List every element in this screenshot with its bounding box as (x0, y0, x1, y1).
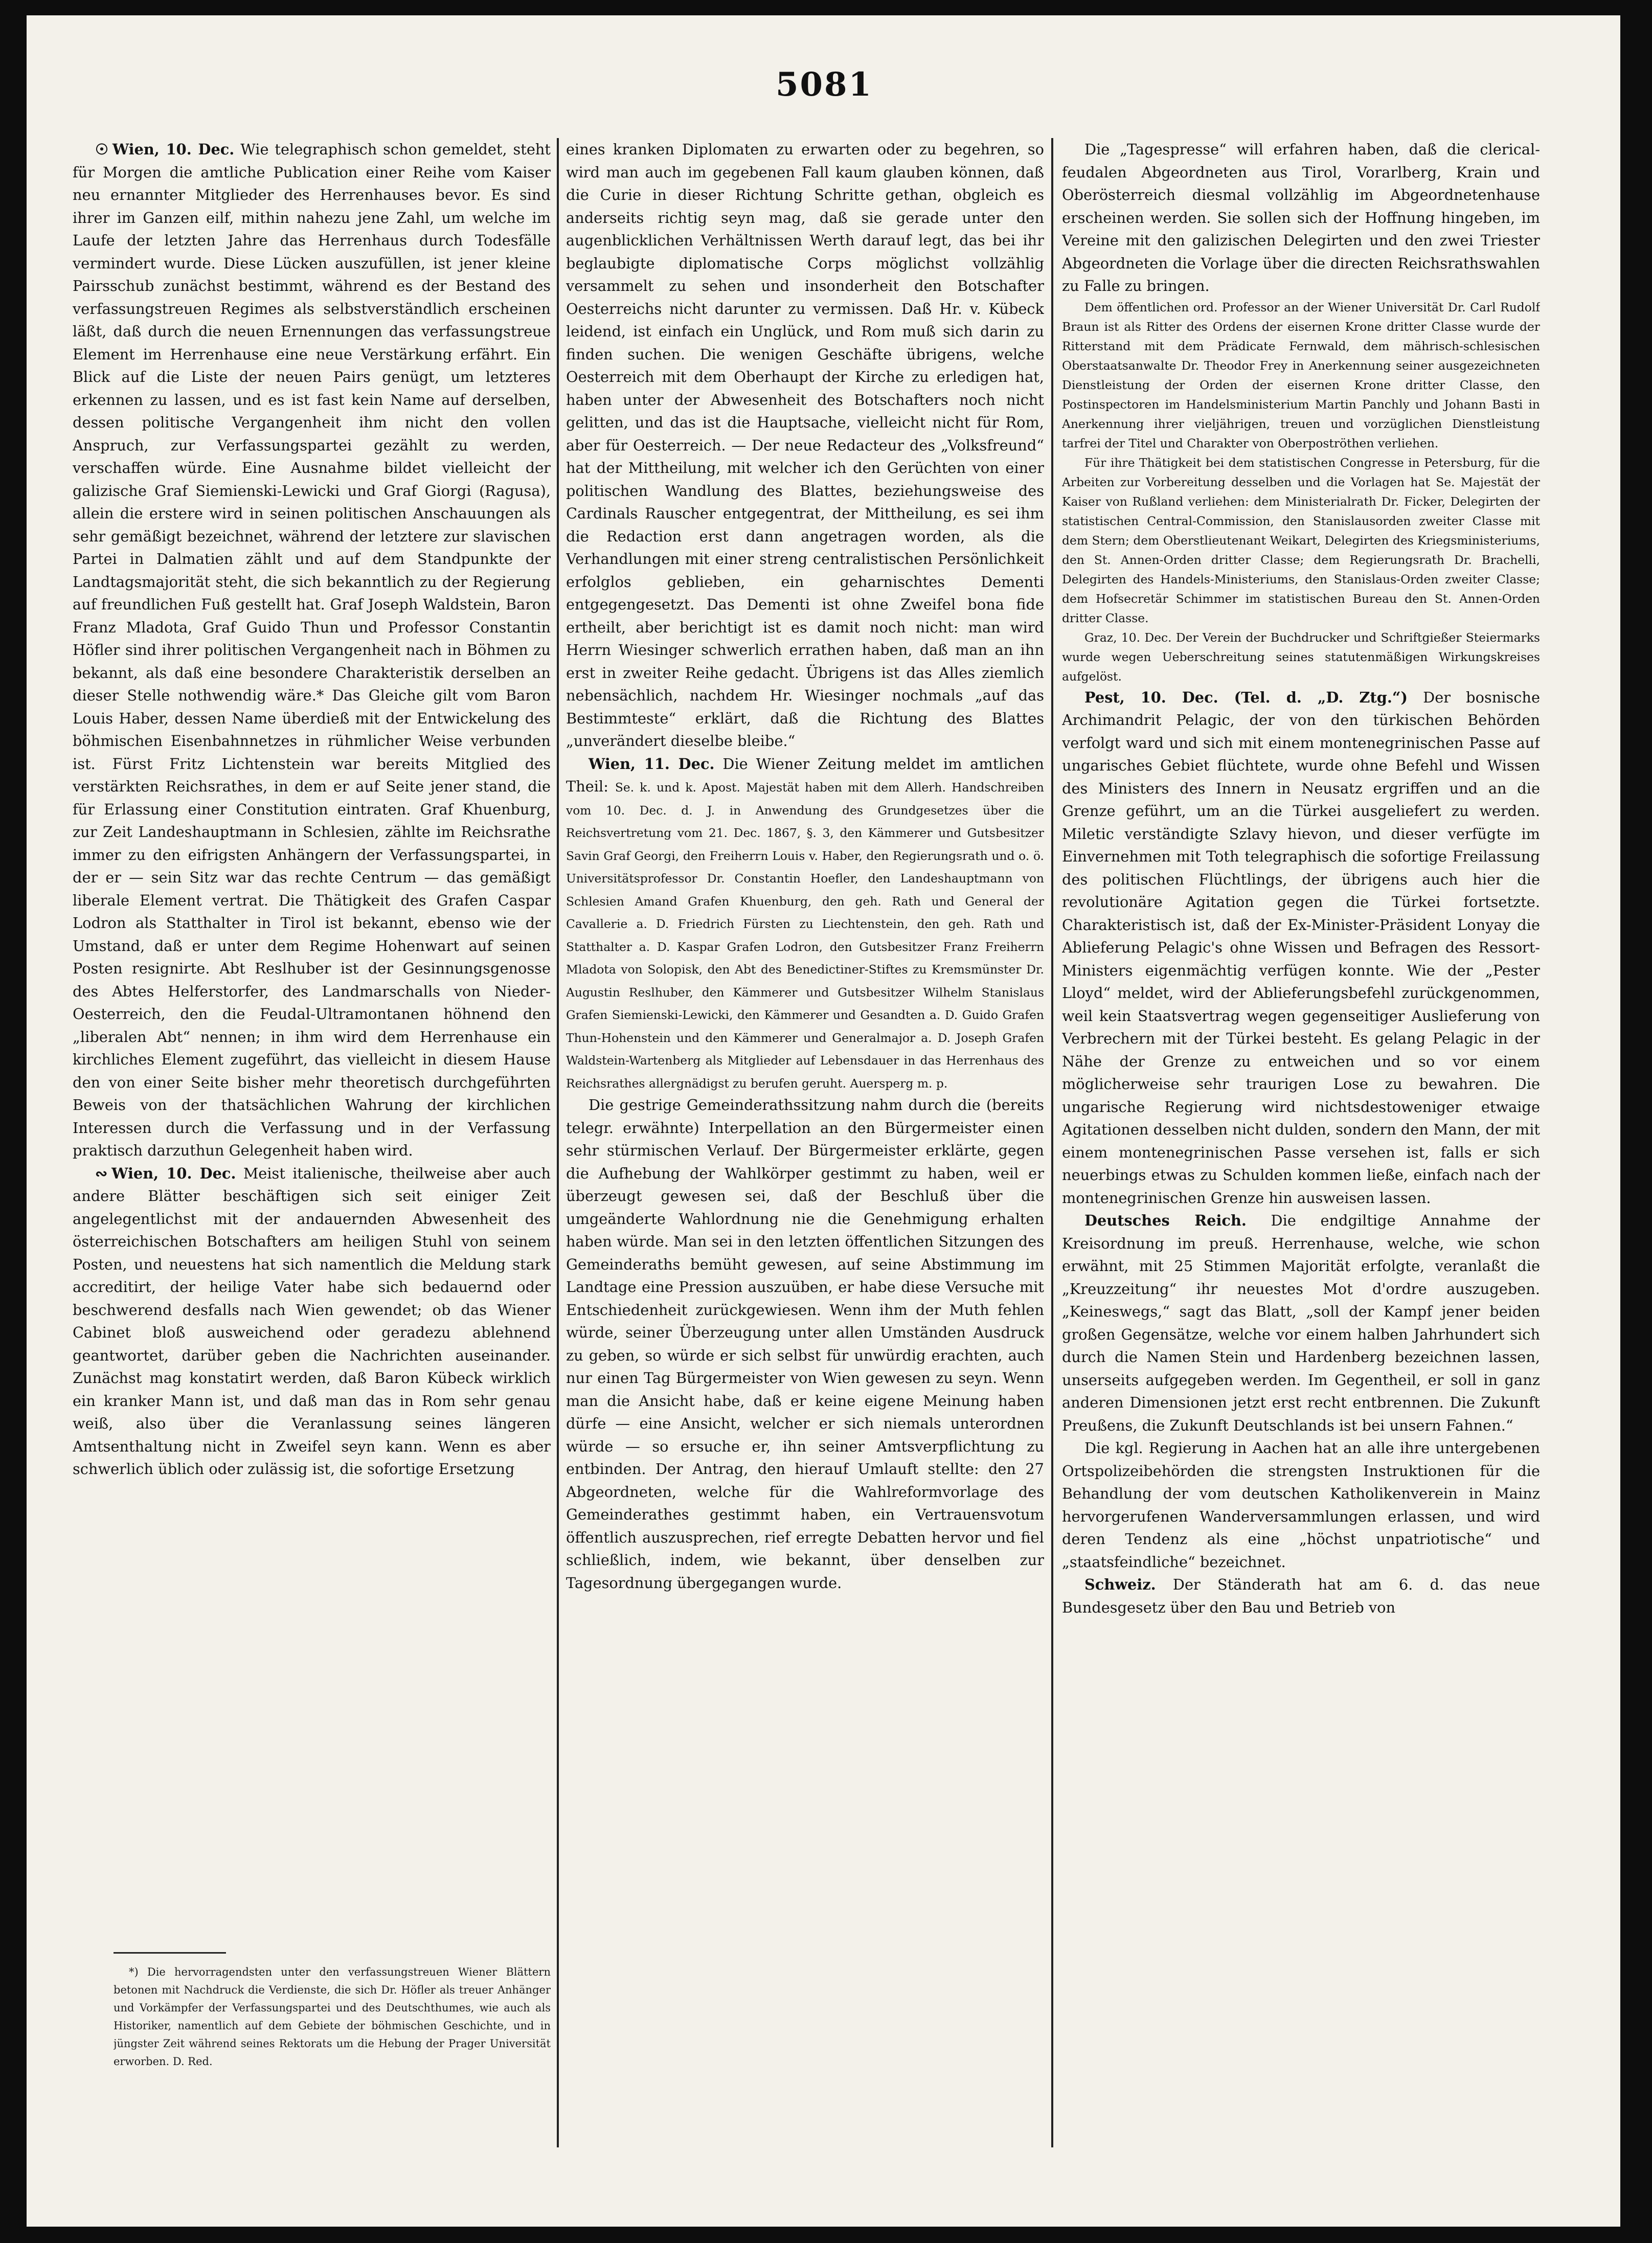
article-tagespresse (1062, 138, 1540, 298)
article-text: Die Wiener Zeitung meldet im amtlichen Theil: (566, 755, 1044, 795)
article-wien-botschafter (73, 1162, 551, 1481)
article-aachen (1062, 1437, 1540, 1573)
article-text: Die „Tagespresse“ will erfahren haben, daß die clerical-feudalen Abgeordneten aus Tirol, Vorarlberg, Krain und Oberösterreich diesmal vollzählig im Abgeordnetenhause erscheinen werden. Sie sollen sich der Hoffnung hingeben, im Vereine mit den galizischen Delegirten und den zwei Triester Abgeordneten die Vorlage über die directen Reichsrathswahlen zu Falle zu bringen. (1062, 141, 1540, 294)
article-wien-herrenhaus (73, 138, 551, 1162)
notice-graz: Graz, 10. Dec. Der Verein der Buchdrucker und Schriftgießer Steiermarks wurde wegen Ueberschreitung seines statutenmäßigen Wirkungskreises aufgelöst. (1062, 630, 1540, 684)
column-rule-left (557, 138, 559, 2147)
article-gemeinderath (566, 1094, 1044, 1594)
article-text: Der bosnische Archimandrit Pelagic, der von den türkischen Behörden verfolgt ward und sich mit einem montenegrinischen Passe auf ungarisches Gebiet flüchtete, wurde ohne Befehl und Wissen des Ministers des Innern in Neusatz ergriffen und an die Grenze geführt, um an die Türkei ausgeliefert zu werden. Miletic verständigte Szlavy hievon, und dieser verfügte im Einvernehmen mit Toth telegraphisch die sofortige Freilassung des politischen Flüchtlings, der übrigens auch hier die revolutionäre Agitation gegen die Türkei fortsetzte. Charakteristisch ist, daß der Ex-Minister-Präsident Lonyay die Ablieferung Pelagic's ohne Wissen und Befragen des Ressort-Ministers eigenmächtig verfügen konnte. Wie der „Pester Lloyd“ meldet, wird der Ablieferungsbefehl zurückgenommen, weil kein Staatsvertrag wegen gegenseitiger Auslieferung von Verbrechern mit der Türkei besteht. Es gelang Pelagic in der Nähe der Grenze zu entweichen und so vor einem möglicherweise sehr traurigen Lose zu bewahren. Die ungarische Regierung wird nichtsdestoweniger etwaige Agitationen desselben nicht dulden, sondern den Mann, der mit einem montenegrinischen Passe versehen ist, falls er sich neuerbings etwas zu Schulden kommen ließe, einfach nach der montenegrinischen Grenze hin ausweisen lassen. (1062, 688, 1540, 1207)
wave-icon: ∾ (95, 1164, 108, 1182)
dateline: Wien, 11. Dec. (589, 755, 715, 773)
article-pest (1062, 686, 1540, 1210)
notice-petersburg: Für ihre Thätigkeit bei dem statistischen Congresse in Petersburg, für die Arbeiten zur Vorbereitung desselben und die Vorlagen hat Se. Majestät der Kaiser von Rußland verliehen: dem Ministerialrath Dr. Ficker, Delegirten der statistischen Central-Commission, den Stanislausorden zweiter Classe mit dem Stern; dem Oberstlieutenant Weikart, Delegirten des Kriegsministeriums, den St. Annen-Orden dritter Classe; dem Regierungsrath Dr. Brachelli, Delegirten des Handels-Ministeriums, den Stanislaus-Orden zweiter Classe; dem Hofsecretär Schimmer im statistischen Bureau den St. Annen-Orden dritter Classe. (1062, 455, 1540, 625)
column-2 (566, 138, 1044, 2142)
circle-dot-icon: ☉ (95, 141, 108, 158)
section-heading: Schweiz. (1084, 1576, 1156, 1593)
article-deutsches-reich (1062, 1209, 1540, 1437)
article-schweiz (1062, 1573, 1540, 1619)
article-text: Die gestrige Gemeinderathssitzung nahm durch die (bereits telegr. erwähnte) Interpellation an den Bürgermeister einen sehr stürmischen Verlauf. Der Bürgermeister erklärte, gegen die Aufhebung der Wahlkörper gestimmt zu haben, weil er überzeugt gewesen sei, daß der Beschluß über die umgeänderte Wahlordnung nie die Genehmigung erhalten haben würde. Man sei in den letzten öffentlichen Sitzungen des Gemeinderaths bemüht gewesen, auf seine Abstimmung im Landtage eine Pression auszuüben, er habe diese Versuche mit Entschiedenheit zurückgewiesen. Wenn ihm der Muth fehlen würde, seiner Überzeugung unter allen Umständen Ausdruck zu geben, so würde er sich selbst für unwürdig erachten, auch nur einen Tag Bürgermeister von Wien gewesen zu seyn. Wenn man die Ansicht habe, daß er keine eigene Meinung haben dürfe — eine Ansicht, welcher er sich niemals unterordnen würde — so ersuche er, ihn seiner Amtsverpflichtung zu entbinden. Der Antrag, den hierauf Umlauft stellte: den 27 Abgeordneten, welche für die Wahlreformvorlage des Gemeinderathes gestimmt haben, ein Vertrauensvotum öffentlich auszusprechen, rief erregte Debatten hervor und fiel schließlich, indem, wie bekannt, über denselben zur Tagesordnung übergegangen wurde. (566, 1096, 1044, 1592)
article-text: Wie telegraphisch schon gemeldet, steht für Morgen die amtliche Publication einer Reihe vom Kaiser neu ernannter Mitglieder des Herrenhauses bevor. Es sind ihrer im Ganzen eilf, mithin nahezu jene Zahl, um welche im Laufe der letzten Jahre das Herrenhaus durch Todesfälle vermindert wurde. Diese Lücken auszufüllen, ist jener kleine Pairsschub zunächst bestimmt, während es der Bestand des verfassungstreuen Regimes als selbstverständlich erscheinen läßt, daß durch die neuen Ernennungen das verfassungstreue Element im Herrenhause eine neue Verstärkung erfährt. Ein Blick auf die Liste der neuen Pairs genügt, um letzteres erkennen zu lassen, und es ist fast kein Name auf derselben, dessen politische Vergangenheit ihm nicht den vollen Anspruch, zur Verfassungspartei gezählt zu werden, verschaffen würde. Eine Ausnahme bildet vielleicht der galizische Graf Siemienski-Lewicki und Graf Giorgi (Ragusa), allein die erstere wird in seinen politischen Anschauungen als sehr gemäßigt bezeichnet, während der letztere zur slavischen Partei in Dalmatien zählt und auf dem Standpunkte der Landtagsmajorität steht, die sich bekanntlich zu der Regierung auf freundlichen Fuß gestellt hat. Graf Joseph Waldstein, Baron Franz Mladota, Graf Guido Thun und Professor Constantin Höfler sind ihrer politischen Vergangenheit nach in Böhmen zu bekannt, als daß eine besondere Charakteristik derselben an dieser Stelle nothwendig wäre.* Das Gleiche gilt vom Baron Louis Haber, dessen Name überdieß mit der Entwickelung des böhmischen Eisenbahnnetzes in rühmlicher Weise verbunden ist. Fürst Fritz Lichtenstein war bereits Mitglied des verstärkten Reichsrathes, in dem er auf Seite jener stand, die für Erlassung einer Constitution eintraten. Graf Khuenburg, zur Zeit Landeshauptmann in Schlesien, zählte im Reichsrathe immer zu den eifrigsten Anhängern der Verfassungspartei, in der er — sein Sitz war das rechte Centrum — das gemäßigt liberale Element vertrat. Die Thätigkeit des Grafen Caspar Lodron als Statthalter in Tirol ist bekannt, ebenso wie der Umstand, daß er unter dem Regime Hohenwart auf seinen Posten resignirte. Abt Reslhuber ist der Gesinnungsgenosse des Abtes Helferstorfer, des Landmarschalls von Nieder-Oesterreich, den die Feudal-Ultramontanen höhnend den „liberalen Abt“ nennen; in ihm wird dem Herrenhause ein kirchliches Element zugeführt, das vielleicht in diesem Hause den von einer Seite bisher mehr theoretisch durchgeführten Beweis von der thatsächlichen Wahrung der kirchlichen Interessen durch die Verfassung und in der Verfassung praktisch darzuthun Gelegenheit haben wird. (73, 141, 551, 1159)
notice-braun: Dem öffentlichen ord. Professor an der Wiener Universität Dr. Carl Rudolf Braun ist als Ritter des Ordens der eisernen Krone dritter Classe wurde der Ritterstand mit dem Prädicate Fernwald, dem mährisch-schlesischen Oberstaatsanwalte Dr. Theodor Frey in Anerkennung seiner ausgezeichneten Dienstleistung der Orden der eisernen Krone dritter Classe, den Postinspectoren im Handelsministerium Martin Panchly und Johann Basti in Anerkennung ihrer vieljährigen, treuen und vorzüglichen Dienstleistung tarfrei der Titel und Charakter von Oberpoströthen verliehen. (1062, 300, 1540, 450)
dateline: Pest, 10. Dec. (Tel. d. „D. Ztg.“) (1084, 688, 1408, 706)
column-3 (1062, 138, 1540, 2142)
article-text: Meist italienische, theilweise aber auch andere Blätter beschäftigen sich seit einiger Zeit angelegentlichst mit der andauernden Abwesenheit des österreichischen Botschafters am heiligen Stuhl von seinem Posten, und neuestens hat sich namentlich die Meldung stark accreditirt, der heilige Vater habe sich bedauernd oder beschwerend desfalls nach Wien gewendet; ob das Wiener Cabinet bloß ausweichend oder geradezu ablehnend geantwortet, darüber geben die Nachrichten auseinander. Zunächst mag konstatirt werden, daß Baron Kübeck wirklich ein kranker Mann ist, und daß man das in Rom sehr genau weiß, also über die Veranlassung seines längeren Amtsenthaltung nicht in Zweifel seyn kann. Wenn es aber schwerlich üblich oder zulässig ist, die sofortige Ersetzung (73, 1164, 551, 1478)
article-text: eines kranken Diplomaten zu erwarten oder zu begehren, so wird man auch im gegebenen Fall kaum glauben können, daß die Curie in dieser Richtung Schritte gethan, obgleich es anderseits richtig seyn mag, daß sie gerade unter den augenblicklichen Verhältnissen Werth darauf legt, das bei ihr beglaubigte diplomatische Corps möglichst vollzählig versammelt zu sehen und insonderheit den Botschafter Oesterreichs nicht darunter zu vermissen. Daß Hr. v. Kübeck leidend, ist einfach ein Unglück, und Rom muß sich darin zu finden suchen. Die wenigen Geschäfte übrigens, welche Oesterreich mit dem Oberhaupt der Kirche zu erledigen hat, haben unter der Abwesenheit des Botschafters noch nicht gelitten, und das ist die Hauptsache, vielleicht nicht für Rom, aber für Oesterreich. — Der neue Redacteur des „Volksfreund“ hat der Mittheilung, mit welcher ich den Gerüchten von einer politischen Wandlung des Blattes, beziehungsweise des Cardinals Rauscher entgegentrat, der Mittheilung, es sei ihm die Redaction erst dann angetragen worden, als die Verhandlungen mit einer streng centralistischen Persönlichkeit erfolglos geblieben, ein geharnischtes Dementi entgegengesetzt. Das Dementi ist ohne Zweifel bona fide ertheilt, aber berichtigt ist es damit noch nicht: man wird Herrn Wiesinger schwerlich errathen haben, daß man an ihn erst in zweiter Reihe gedacht. Übrigens ist das Alles ziemlich nebensächlich, nachdem Hr. Wiesinger nochmals „auf das Bestimmteste“ erklärt, daß die Richtung des Blattes „unverändert dieselbe bleibe.“ (566, 141, 1044, 750)
section-heading: Deutsches Reich. (1084, 1212, 1247, 1229)
page-number: 5081 (775, 65, 873, 104)
footnote-rule (114, 1952, 226, 1954)
article-text: Der Ständerath hat am 6. d. das neue Bundesgesetz über den Bau und Betrieb von (1062, 1576, 1540, 1616)
footnote-text: *) Die hervorragendsten unter den verfassungstreuen Wiener Blättern betonen mit Nachdruck die Verdienste, die sich Dr. Höfler als treuer Anhänger und Vorkämpfer der Verfassungspartei und des Deutschthumes, wie auch als Historiker, namentlich auf dem Gebiete der böhmischen Geschichte, und in jüngster Zeit während seines Rektorats um die Hebung der Prager Universität erworben. D. Red. (114, 1966, 551, 2068)
dateline: Wien, 10. Dec. (111, 1164, 236, 1182)
dateline: Wien, 10. Dec. (112, 141, 235, 158)
official-notice: Se. k. und k. Apost. Majestät haben mit dem Allerh. Handschreiben vom 10. Dec. d. J. in Anwendung des Grundgesetzes über die Reichsvertretung vom 21. Dec. 1867, §. 3, den Kämmerer und Gutsbesitzer Savin Graf Georgi, den Freiherrn Louis v. Haber, den Regierungsrath und o. ö. Universitätsprofessor Dr. Constantin Hoefler, den Landeshauptmann von Schlesien Amand Grafen Khuenburg, den geh. Rath und General der Cavallerie a. D. Friedrich Fürsten zu Liechtenstein, den geh. Rath und Statthalter a. D. Kaspar Grafen Lodron, den Gutsbesitzer Franz Freiherrn Mladota von Solopisk, den Abt des Benedictiner-Stiftes zu Kremsmünster Dr. Augustin Reslhuber, den Kämmerer und Gutsbesitzer Wilhelm Stanislaus Grafen Siemienski-Lewicki, den Kämmerer und Gesandten a. D. Guido Grafen Thun-Hohenstein und den Kämmerer und Generalmajor a. D. Joseph Grafen Waldstein-Wartenberg als Mitglieder auf Lebensdauer in das Herrenhaus des Reichsrathes allergnädigst zu berufen geruht. Auersperg m. p. (566, 780, 1044, 1091)
newspaper-page (27, 15, 1620, 2227)
article-wien-11-dec (566, 753, 1044, 1094)
column-rule-right (1051, 138, 1053, 2147)
column-1 (73, 138, 551, 2086)
article-continuation (566, 138, 1044, 753)
article-text: Die endgiltige Annahme der Kreisordnung im preuß. Herrenhause, welche, wie schon erwähnt, mit 25 Stimmen Majorität erfolgte, veranlaßt die „Kreuzzeitung“ ihr neuestes Mot d'ordre auszugeben. „Keineswegs,“ sagt das Blatt, „soll der Kampf jener beiden großen Gegensätze, welche vor einem halben Jahrhundert sich durch die Namen Stein und Hardenberg bezeichnen lassen, unserseits aufgegeben werden. Im Gegentheil, er soll in ganz anderen Dimensionen jetzt erst recht entbrennen. Die Zukunft Preußens, die Zukunft Deutschlands ist bei unsern Fahnen.“ (1062, 1212, 1540, 1434)
article-text: Die kgl. Regierung in Aachen hat an alle ihre untergebenen Ortspolizeibehörden die strengsten Instruktionen für die Behandlung der vom deutschen Katholikenverein in Mainz hervorgerufenen Wanderversammlungen erlassen, und wird deren Tendenz als eine „höchst unpatriotische“ und „staatsfeindliche“ bezeichnet. (1062, 1439, 1540, 1571)
footnote (114, 1963, 551, 2158)
